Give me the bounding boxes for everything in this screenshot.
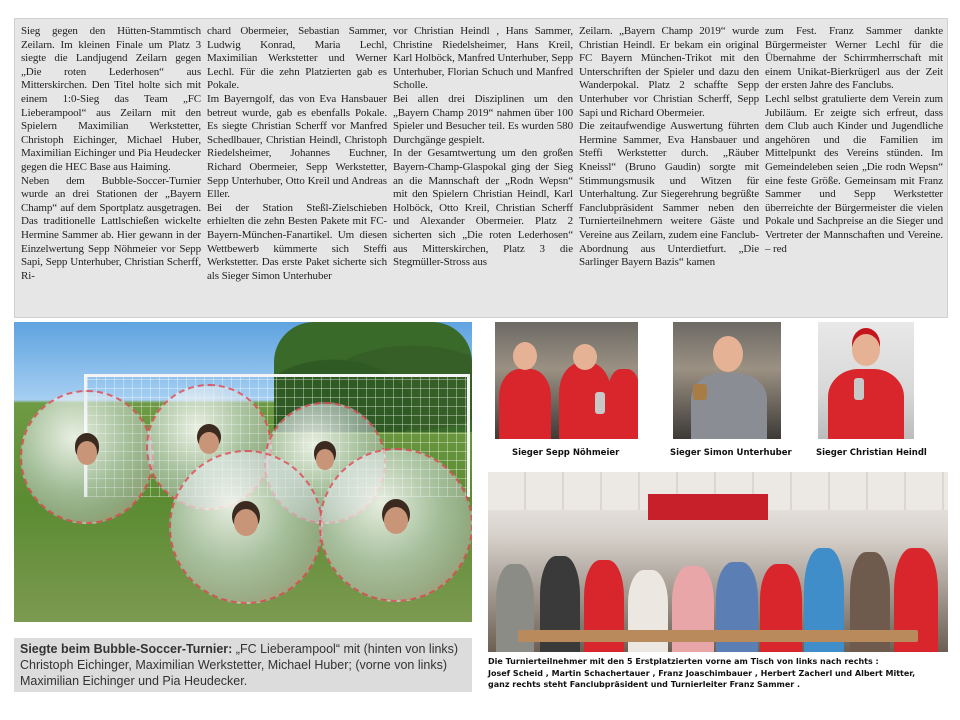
trophy	[854, 378, 864, 400]
winner-label-2: Sieger Simon Unterhuber	[670, 448, 792, 458]
person	[499, 369, 551, 439]
person-head	[713, 336, 743, 372]
caption-lead: Siegte beim Bubble-Soccer-Turnier:	[20, 642, 233, 656]
person	[828, 369, 904, 439]
caption-text: „FC Lieberampool“ mit (hinten von links) Christoph Eichinger, Maximilian Werkstetter, Michael Huber; (vorne von links) Maximilian Eichinger und Pia Heudecker.	[20, 642, 459, 688]
winner-label-1: Sieger Sepp Nöhmeier	[512, 448, 620, 458]
bubble-soccer-caption	[14, 638, 472, 692]
trophy	[595, 392, 605, 414]
bubble-player	[319, 448, 472, 602]
person-head	[852, 334, 880, 366]
winner-label-3: Sieger Christian Heindl	[816, 448, 927, 458]
winner-photo-1	[495, 322, 638, 439]
article-column-2: chard Obermeier, Sebastian Sammer, Ludwig Konrad, Maria Lechl, Maximilian Werkstetter und Werner Lechl. Für die zehn Platzierten gab es Pokale. Im Bayerngolf, das von Eva Hansbauer betreut wurde, gab es ebenfalls Pokale. Es siegte Christian Scherff vor Manfred Schedlbauer, Christian Heindl, Christoph Riedelsheimer, Johannes Euchner, Richard Obermeier, Sepp Werkstetter, Sepp Unterhuber, Otto Kreil und Andreas Eller. Bei der Station Steßl-Zielschieben erhielten die zehn Besten Pakete mit FC-Bayern-München-Fanartikel. Um diesen Wettbewerb kümmerte sich Steffi Werkstetter. Das erste Paket sicherte sich als Sieger Simon Unterhuber	[207, 25, 387, 282]
article-column-5: zum Fest. Franz Sammer dankte Bürgermeister Werner Lechl für die Übernahme der Schirrmherrschaft mit einem Unikat-Bierkrügerl aus der Zeit der ersten Jahre des Fanclubs. Lechl selbst gratulierte dem Verein zum Jubiläum. Er zeigte sich erfreut, dass dem Club auch Kinder und Jugendliche angehören und die Familien im Mittelpunkt des Vereins stünden. Im Gemeindeleben seien „Die rodn Wepsn“ eine feste Größe. Gemeinsam mit Franz Sammer und Sepp Werkstetter überreichte der Bürgermeister die vielen Pokale und Sachpreise an die Sieger und Vertreter der Mannschaften und Vereine. – red	[765, 25, 943, 255]
article-column-1: Sieg gegen den Hütten-Stammtisch Zeilarn. Im kleinen Finale um Platz 3 siegte die Landjugend Zeilarn gegen „Die roten Lederhosen“ aus Mitterskirchen. Den Titel holte sich mit einem 1:0-Sieg das Team „FC Lieberampool“ aus Zeilarn mit den Spielern Maximilian Werkstetter, Christoph Eichinger, Michael Huber, Maximilian Eichinger und Pia Heudecker gegen die HEC Base aus Haiming. Neben dem Bubble-Soccer-Turnier wurde an drei Stationen der „Bayern Champ“ auf dem Sportplatz ausgetragen. Das traditionelle Lattlschießen wickelte Hermine Sammer ab. Hier gewann in der Einzelwertung Sepp Nöhmeier vor Sepp Sapi, Sepp Unterhuber, Christian Scherff, Ri-	[21, 25, 201, 282]
person-head	[513, 342, 537, 370]
bubble-player	[20, 390, 154, 524]
bubble-player	[169, 450, 323, 604]
table	[518, 630, 918, 642]
newspaper-clipping	[14, 18, 948, 318]
group-photo	[488, 472, 948, 652]
bubble-soccer-photo	[14, 322, 472, 622]
article-column-4: Zeilarn. „Bayern Champ 2019“ wurde Christian Heindl. Er bekam ein original FC Bayern München-Trikot mit den Unterschriften der Spieler und dazu den Wanderpokal. Platz 2 schaffte Sepp Unterhuber vor Christian Scherff, Sepp Sapi und Richard Obermeier. Die zeitaufwendige Auswertung führten Hermine Sammer, Eva Hansbauer und Steffi Werkstetter durch. „Räuber Kneissl“ (Bruno Gaudin) sorgte mit Stimmungsmusik und Witzen für Unterhaltung. Zur Siegerehrung begrüßte Fanclubpräsident Sammer neben den Turnierteilnehmern weitere Gäste und Vereine aus Zeilarn, zudem eine Fanclub-Abordnung aus Unterdietfurt. „Die Sarlinger Bayern Bazis“ kamen	[579, 25, 759, 269]
prize-package	[693, 384, 707, 400]
person-head	[573, 344, 597, 370]
winner-photo-2	[673, 322, 781, 439]
person	[607, 369, 638, 439]
winner-photo-3	[818, 322, 914, 439]
article-column-3: vor Christian Heindl , Hans Sammer, Christine Riedelsheimer, Hans Kreil, Karl Holböck, Manfred Unterhuber, Sepp Unterhuber, Florian Schuch und Manfred Scholle. Bei allen drei Disziplinen um den „Bayern Champ 2019“ nahmen über 100 Spieler und Besucher teil. Es wurden 580 Durchgänge gespielt. In der Gesamtwertung um den großen Bayern-Champ-Glaspokal ging der Sieg an die Mannschaft der „Rodn Wepsn“ mit den Spielern Christian Heindl, Karl Holböck, Otto Kreil, Christian Scherff und Alexander Obermeier. Platz 2 sicherten sich „Die roten Lederhosen“ aus Mitterskirchen, Platz 3 die Stegmüller-Stross aus	[393, 25, 573, 269]
group-photo-caption: Die Turnierteilnehmer mit den 5 Erstplatzierten vorne am Tisch von links nach rechts : Josef Scheid , Martin Schachertauer , Franz Joaschimbauer , Herbert Zacherl und Albert Mitter, ganz rechts steht Fanclubpräsident und Turnierleiter Franz Sammer .	[488, 657, 916, 689]
person	[691, 373, 767, 439]
fc-bayern-banner	[648, 494, 768, 520]
